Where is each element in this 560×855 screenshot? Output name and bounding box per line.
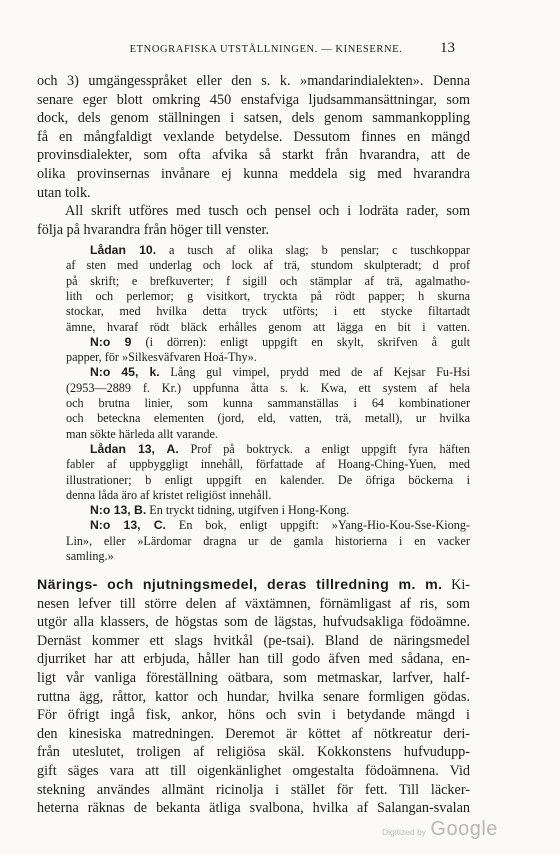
catalog-label: Lådan 10. (90, 243, 157, 257)
paragraph-line: nesen lefver till större delen af växtämnen, förnämligast af ris, som (37, 595, 470, 612)
catalog-entry-line: lith och perlemor; g visitkort, tryckta på rödt papper; h skurna (66, 288, 470, 303)
catalog-entry-line: samling.» (66, 549, 114, 563)
paragraph-line: få en mångfaldigt vexlande betydelse. Dessutom finnes en mängd (37, 128, 470, 145)
catalog-label: N:o 9 (90, 334, 132, 349)
paragraph-line: utan tolk. (37, 184, 91, 201)
catalog-entry-line: N:o 45, k. Lång gul vimpel, prydd med de af Kejsar Fu-Hsi (90, 365, 470, 380)
section-title: Närings- och njutningsmedel, deras tillredning m. m. (37, 577, 443, 593)
catalog-label: Lådan 13, A. (90, 441, 179, 456)
digitized-by-google-watermark (382, 818, 498, 841)
paragraph-line: provinsdialekter, som ofta afvika så starkt från hvarandra, att de (37, 147, 470, 164)
paragraph-line: All skrift utföres med tusch och pensel och i lodräta rader, som (65, 203, 470, 220)
catalog-entry-line: N:o 13, B. En tryckt tidning, utgifven i Hong-Kong. (90, 503, 350, 518)
catalog-entry-line: (2953—2889 f. Kr.) uppfunna åtta s. k. Kwa, ett system af hela (66, 380, 470, 395)
digitized-by-label: Digitized by (382, 827, 426, 837)
paragraph-line: senare eger blott omkring 450 enstafviga ljudsammansättningar, som (37, 91, 470, 108)
paragraph-line: dock, dels genom ställningen i satsen, dels genom sammankoppling (37, 110, 470, 127)
catalog-entry-line: stockar, med hvilka detta tryck utförts; i ett stycke filtartadt (66, 304, 470, 319)
catalog-entry-line: och beteckna elementen (jord, eld, vatten, trä, metall), ur hvilka (66, 411, 470, 426)
catalog-entry-line: ämne, hvaraf rödt bläck erhålles genom att lägga en bit i vatten. (66, 319, 470, 334)
catalog-label: N:o 13, C. (90, 518, 166, 533)
catalog-label: N:o 45, k. (90, 365, 160, 380)
paragraph-line: djurriket har att erbjuda, håller han till godo äfven med sådana, en- (37, 651, 470, 668)
google-logo: Google (430, 818, 498, 840)
catalog-entry-line: illustrationer; b enligt uppgift en kalender. De öfriga böckerna i (66, 472, 470, 487)
catalog-entry-line: af sten med underlag och lock af trä, stundom skulpteradt; d prof (66, 258, 470, 273)
catalog-entry-line: denna låda äro af kristet religiöst innehåll. (66, 487, 272, 502)
catalog-label: N:o 13, B. (90, 503, 147, 518)
catalog-entry-line: N:o 13, C. En bok, enligt uppgift: »Yang-Hio-Kou-Sse-Kiong- (90, 518, 470, 533)
paragraph-line: heterna räknas de bekanta ätliga svalbona, hvilka af Salangan-svalan (37, 800, 470, 817)
paragraph-line: den kinesiska matredningen. Deremot är köttet af nötkreatur deri- (37, 725, 470, 742)
catalog-entry-line: Lådan 13, A. Prof på boktryck. a enligt uppgift fyra häften (90, 441, 470, 456)
catalog-entry-line: N:o 9 (i dörren): enligt uppgift en skylt, skrifven å gult (90, 334, 471, 349)
paragraph-line: Dernäst kommer ett slags hvitkål (pe-tsai). Bland de näringsmedel (37, 632, 470, 649)
running-header: ETNOGRAFISKA UTSTÄLLNINGEN. — KINESERNE. (129, 44, 403, 55)
paragraph-line: stekning användes allmänt ricinolja i stället för fett. Till läcker- (37, 781, 470, 798)
paragraph-line: och 3) umgängesspråket eller den s. k. »mandarindialekten». Denna (37, 73, 470, 89)
paragraph-line: olika provinsernas invånare ej kunna meddela sig med hvarandra (37, 166, 470, 182)
catalog-entry-line: man sökte härleda allt varande. (66, 426, 218, 441)
catalog-entry-line: Lin», eller »Lärdomar dragna ur de gamla historierna i en vacker (66, 533, 470, 548)
catalog-entry-line: papper, för »Silkesväfvaren Hoá-Thy». (66, 350, 257, 365)
paragraph-line: För öfrigt ingå fisk, ankor, höns och svin i betydande mängd i (37, 707, 470, 724)
page-number: 13 (440, 40, 455, 56)
paragraph-line: ruttna ägg, råttor, kattor och hundar, hvilka senare formligen gödas. (37, 688, 470, 705)
paragraph-line: följa på hvarandra från höger till venster. (37, 221, 270, 238)
catalog-entry-line: och brutna linier, som kunna sammanställas i 64 kombinationer (66, 396, 470, 410)
catalog-entry-line: på skrift; e brefkuverter; f sigill och stämplar af trä, agalmatho- (66, 273, 470, 288)
paragraph-line: från uteslutet, troligen af religiösa skäl. Kokkonstens hufvudupp- (37, 744, 470, 761)
section-heading-line: Närings- och njutningsmedel, deras tillredning m. m. Ki- (37, 577, 470, 593)
catalog-entry-line: Lådan 10. a tusch af olika slag; b penslar; c tuschkoppar (90, 243, 470, 257)
paragraph-line: ligt vår vanliga föreställning oätbara, som metmaskar, larfver, half- (37, 670, 470, 686)
paragraph-line: utgör alla klassers, de högstas som de lägstas, hufvudsakliga födoämne. (37, 614, 470, 631)
paragraph-line: gift säges vara att till oigenkänlighet omgestalta födoämnena. Vid (37, 763, 470, 779)
catalog-entry-line: fabler af uppbyggligt innehåll, författade af Hoang-Ching-Yuen, med (66, 457, 470, 472)
